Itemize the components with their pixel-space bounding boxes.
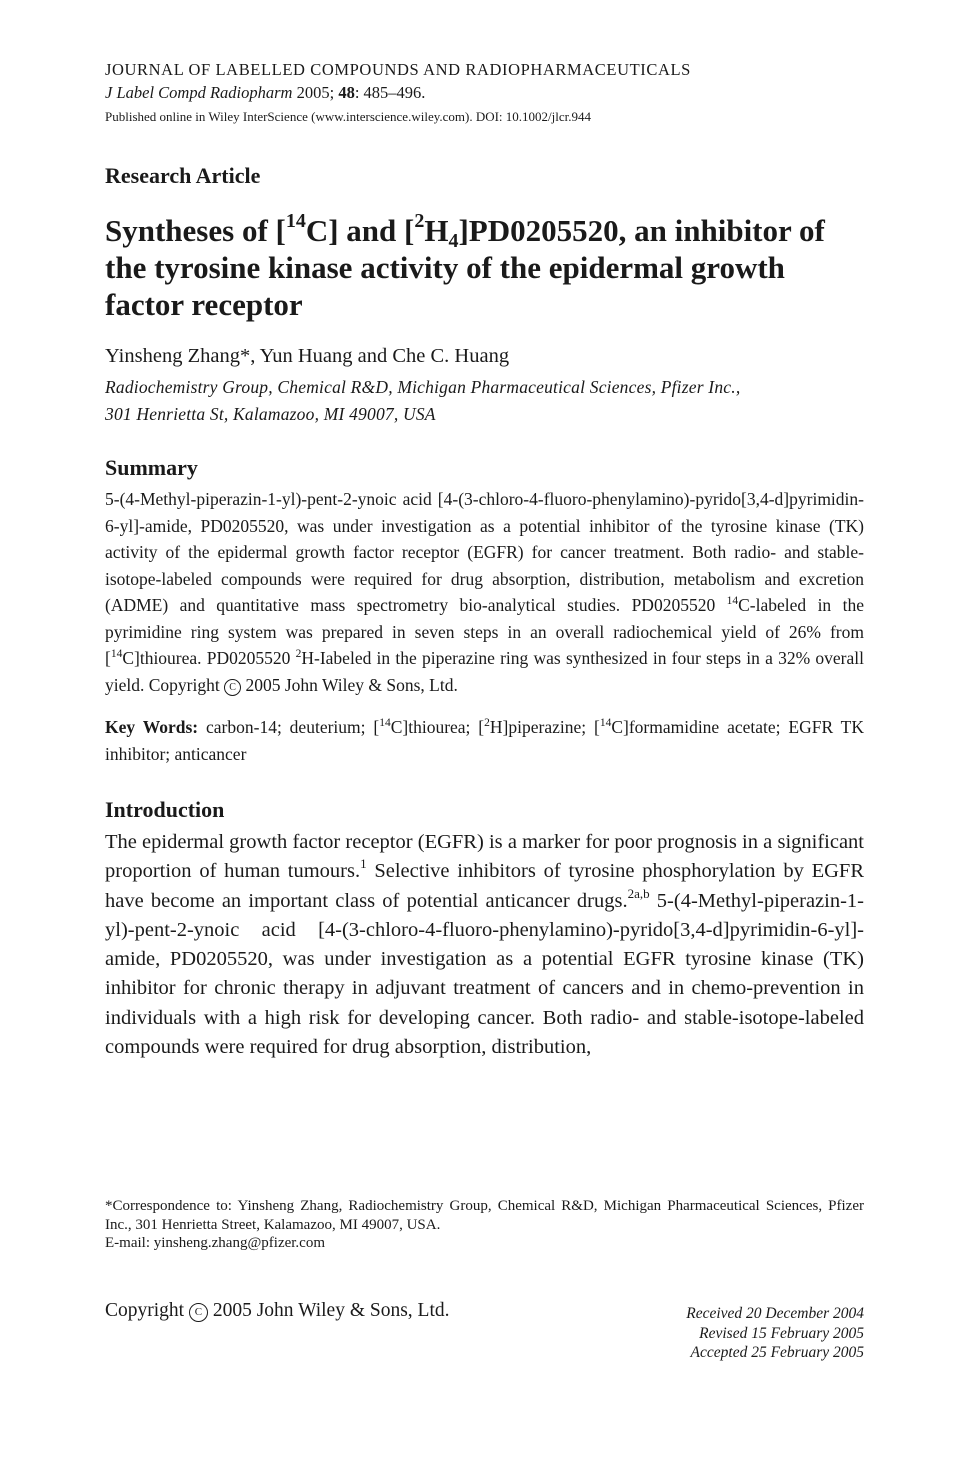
title-sub: 4 [448,230,459,252]
summary-sup: 2 [295,648,302,660]
article-page [105,58,864,1062]
title-sup: 2 [414,210,425,232]
keywords-sup: 14 [379,717,391,729]
copyright-notice [105,1300,450,1322]
title-part: ]PD0205520, an inhibitor of the tyrosine kinase activity of the epidermal growth factor receptor [105,213,825,322]
copyright-part: Copyright [105,1300,189,1321]
title-part: C] and [ [305,213,415,248]
reference-marker: 2a,b [627,885,650,901]
keywords-sup: 2 [484,717,490,729]
keywords-part: C]formamidine acetate; EGFR TK inhibitor; anticancer [105,717,865,764]
summary-text [105,486,864,698]
title-part: H [424,213,449,248]
keywords-part: carbon-14; deuterium; [ [198,717,380,737]
accepted-date: Accepted 25 February 2005 [690,1344,864,1361]
intro-part: 5-(4-Methyl-piperazin-1-yl)-pent-2-ynoic acid [4-(3-chloro-4-fluoro-phenylamino)-pyrido[3,4-d]pyrimidin-6-yl]-amide, PD0205520, was under investigation as a potential EGFR tyrosine kinase (TK) inhibitor for chronic therapy in adjuvant treatment of cancers and in chemo-prevention in individuals with a high risk for developing cancer. Both radio- and stable-isotope-labeled compounds were required for drug absorption, distribution, [105,889,864,1059]
keywords [105,714,864,768]
revised-date: Revised 15 February 2005 [699,1324,864,1342]
summary-part: 2005 John Wiley & Sons, Ltd. [241,674,458,695]
keywords-part: H]piperazine; [ [489,717,600,737]
summary-part: 5-(4-Methyl-piperazin-1-yl)-pent-2-ynoic acid [4-(3-chloro-4-fluoro-phenylamino)-pyrido[3,4-d]pyrimidin-6-yl]-amide, PD0205520, was under investigation as a potential inhibitor of the tyrosine kinase (TK) activity of the epidermal growth factor receptor (EGFR) for cancer treatment. Both radio- and stable-isotope-labeled compounds were required for drug absorption, distribution, metabolism and excretion (ADME) and quantitative mass spectrometry bio-analytical studies. PD0205520 [105,489,864,615]
citation-pages: : 485–496. [354,83,426,102]
summary-part: C-labeled in the pyrimidine ring system was prepared in seven steps in an overall radiochemical yield of 26% from [ [105,595,864,668]
keywords-label: Key Words: [105,717,199,737]
title-part: Syntheses of [ [105,213,286,248]
footnote-email: E-mail: yinsheng.zhang@pfizer.com [105,1235,325,1251]
summary-sup: 14 [726,595,739,607]
summary-part: H-Iabeled in the piperazine ring was synthesized in four steps in a 32% overall yield. Copyright [105,648,864,695]
introduction-text [105,828,864,1062]
keywords-sup: 14 [599,717,612,729]
affiliation [105,374,864,428]
citation-volume: 48 [338,83,355,102]
title-sup: 14 [285,210,306,232]
keywords-part: C]thiourea; [ [390,717,485,737]
summary-part: C]thiourea. PD0205520 [122,648,296,668]
introduction-heading: Introduction [105,797,225,822]
journal-citation [105,82,864,104]
intro-part: The epidermal growth factor receptor (EGFR) is a marker for poor prognosis in a significant proportion of human tumours. [105,831,864,883]
article-title [105,212,864,323]
copyright-icon: C [189,1303,208,1322]
correspondence-footnote [105,1197,864,1253]
reference-marker: 1 [360,856,367,872]
summary-sup: 14 [110,648,123,660]
citation-year: 2005; [296,83,335,102]
summary-heading: Summary [105,455,198,480]
published-online: Published online in Wiley InterScience (www.interscience.wiley.com). DOI: 10.1002/jlcr.944 [105,109,592,124]
footnote-address: *Correspondence to: Yinsheng Zhang, Radiochemistry Group, Chemical R&D, Michigan Pharmaceutical Sciences, Pfizer Inc., 301 Henrietta Street, Kalamazoo, MI 49007, USA. [105,1198,864,1233]
article-type: Research Article [105,163,261,188]
journal-abbrev: J Label Compd Radiopharm [105,83,293,102]
journal-name: JOURNAL OF LABELLED COMPOUNDS AND RADIOPHARMACEUTICALS [105,60,691,79]
authors: Yinsheng Zhang*, Yun Huang and Che C. Huang [105,345,510,367]
copyright-part: 2005 John Wiley & Sons, Ltd. [207,1300,450,1321]
copyright-icon: C [224,679,241,696]
affiliation-line: 301 Henrietta St, Kalamazoo, MI 49007, USA [105,404,436,424]
received-date: Received 20 December 2004 [686,1305,864,1322]
affiliation-line: Radiochemistry Group, Chemical R&D, Michigan Pharmaceutical Sciences, Pfizer Inc., [105,377,741,397]
article-dates [686,1304,864,1363]
intro-part: Selective inhibitors of tyrosine phosphorylation by EGFR have become an important class of potential anticancer drugs. [105,860,864,912]
